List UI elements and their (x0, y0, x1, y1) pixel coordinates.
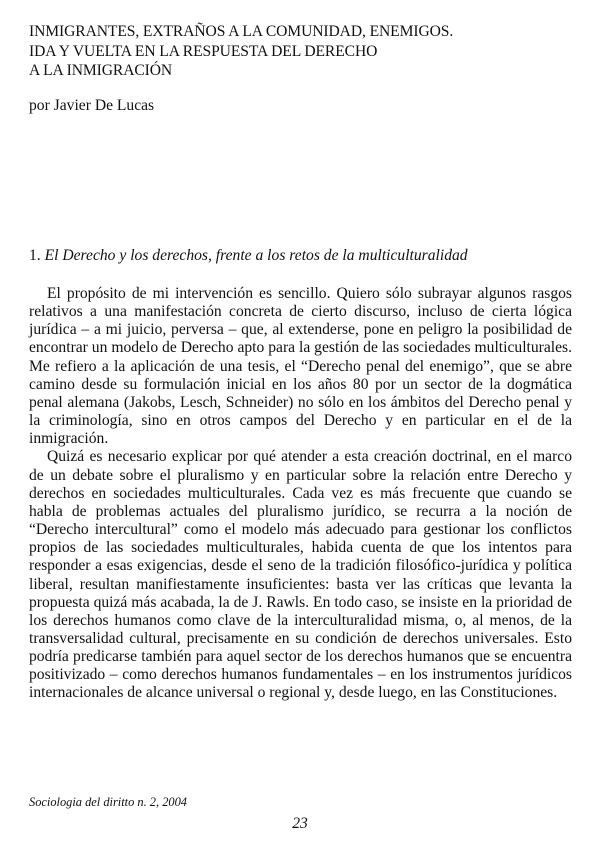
paragraph: El propósito de mi intervención es sencillo. Quiero sólo subrayar algunos rasgos relativos a una manifestación concreta de cierto discurso, incluso de cierta lógica jurídica – a mi juicio, perversa – que, al extenderse, pone en peligro la posibilidad de encontrar un modelo de Derecho apto para la gestión de las sociedades multiculturales. Me refiero a la aplicación de una tesis, el “Derecho penal del enemigo”, que se abre camino desde su formulación inicial en los años 80 por un sector de la dogmática penal alemana (Jakobs, Lesch, Schneider) no sólo en los ámbitos del Derecho penal y la criminología, sino en otros campos del Derecho y en particular en el de la inmigración. (29, 285, 572, 448)
paragraph: Quizá es necesario explicar por qué atender a esta creación doctrinal, en el marco de un debate sobre el pluralismo y en particular sobre la relación entre Derecho y derechos en sociedades multiculturales. Cada vez es más frecuente que cuando se habla de problemas actuales del pluralismo jurídico, se recurra a la noción de “Derecho intercultural” como el modelo más adecuado para gestionar los conflictos propios de las sociedades multiculturales, habida cuenta de que los intentos para responder a esas exigencias, desde el seno de la tradición filosófico-jurídica y política liberal, resultan manifiestamente insuficientes: basta ver las críticas que levanta la propuesta quizá más acabada, la de J. Rawls. En todo caso, se insiste en la prioridad de los derechos humanos como clave de la interculturalidad misma, o, al menos, de la transversalidad cultural, precisamente en su condición de derechos universales. Esto podría predicarse también para aquel sector de los derechos humanos que se encuentra positivizado – como derechos humanos fundamentales – en los instrumentos jurídicos internacionales de alcance universal o regional y, desde luego, en las Constituciones. (29, 448, 572, 702)
section-heading (29, 246, 468, 265)
body-text (29, 285, 572, 703)
section-title: El Derecho y los derechos, frente a los retos de la multiculturalidad (44, 247, 468, 264)
title-line: IDA Y VUELTA EN LA RESPUESTA DEL DERECHO (29, 42, 378, 60)
author-byline: por Javier De Lucas (29, 97, 155, 114)
title-line: INMIGRANTES, EXTRAÑOS A LA COMUNIDAD, ENEMIGOS. (29, 23, 454, 40)
article-title (29, 22, 569, 81)
section-number: 1. (29, 247, 41, 264)
journal-footer: Sociologia del diritto n. 2, 2004 (29, 795, 187, 809)
title-line: A LA INMIGRACIÓN (29, 62, 173, 79)
page-number: 23 (292, 815, 308, 832)
